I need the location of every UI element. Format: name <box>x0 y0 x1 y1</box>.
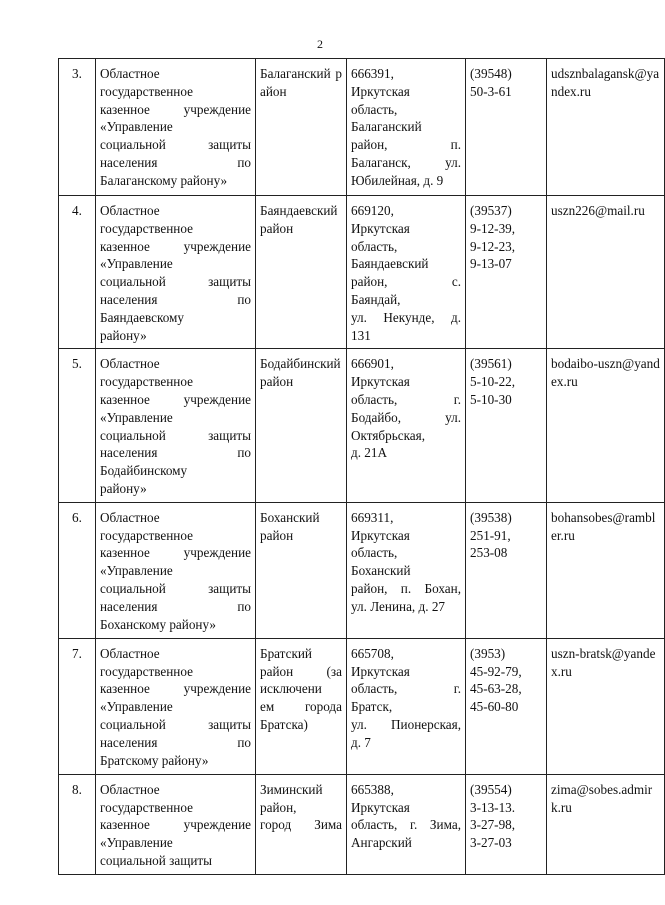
postal-address-line: 666901, <box>351 356 394 372</box>
institution-name-line: населения по <box>100 734 251 750</box>
institution-name <box>96 638 256 774</box>
phone-numbers-line: 3-27-98, <box>470 817 516 833</box>
phone-numbers-line: (39561) <box>470 356 512 372</box>
service-area-line: Боханский <box>260 509 320 525</box>
postal-address-line: область, г. <box>351 681 461 697</box>
phone-numbers-line: 9-12-23, <box>470 238 516 254</box>
phone-numbers-line: 3-13-13. <box>470 799 516 815</box>
institution-name-line: «Управление <box>100 563 173 579</box>
postal-address-line: район, с. <box>351 274 461 290</box>
postal-address <box>347 502 466 638</box>
institution-name-line: «Управление <box>100 409 173 425</box>
phone-numbers-line: 5-10-22, <box>470 374 516 390</box>
postal-address-line: Боханский <box>351 563 411 579</box>
postal-address <box>347 349 466 502</box>
postal-address <box>347 59 466 196</box>
postal-address-line: Балаганский <box>351 119 422 135</box>
institution-name-line: населения по <box>100 154 251 170</box>
institution-name-line: государственное <box>100 527 193 543</box>
institution-name-line: «Управление <box>100 119 173 135</box>
postal-address-line: 669120, <box>351 203 394 218</box>
postal-address-line: район, п. Бохан, <box>351 580 461 596</box>
service-area <box>256 774 347 874</box>
phone-numbers-line: (3953) <box>470 645 506 661</box>
email-address: uszn-bratsk@yandex.ru <box>547 638 665 774</box>
phone-numbers-line: 45-60-80 <box>470 699 519 715</box>
institution-name-line: «Управление <box>100 699 173 715</box>
institution-name-line: району» <box>100 480 147 496</box>
postal-address-line: Иркутская <box>351 663 410 679</box>
phone-numbers <box>466 502 547 638</box>
postal-address-line: Юбилейная, д. 9 <box>351 172 444 188</box>
postal-address <box>347 196 466 349</box>
service-area-line: город Зима <box>260 817 342 833</box>
phone-numbers-line: 45-63-28, <box>470 681 522 697</box>
institution-name <box>96 59 256 196</box>
postal-address-line: 665388, <box>351 781 394 797</box>
institution-name-line: государственное <box>100 799 193 815</box>
institution-name-line: социальной защиты <box>100 716 251 732</box>
postal-address-line: д. 21А <box>351 445 388 461</box>
institution-name <box>96 196 256 349</box>
email-address: uszn226@mail.ru <box>547 196 665 349</box>
phone-numbers <box>466 774 547 874</box>
institution-name-line: социальной защиты <box>100 137 251 153</box>
service-area <box>256 59 347 196</box>
postal-address-line: область, г. <box>351 391 461 407</box>
phone-numbers-line: 251-91, <box>470 527 511 543</box>
service-area-line: ем города <box>260 699 342 715</box>
row-number: 4. <box>59 196 96 349</box>
institution-name-line: населения по <box>100 598 251 614</box>
service-area-line: район, <box>260 799 297 815</box>
email-address: udsznbalagansk@yandex.ru <box>547 59 665 196</box>
postal-address-line: Иркутская <box>351 220 410 236</box>
service-area-line: район <box>260 527 294 543</box>
table-row <box>59 349 665 502</box>
institution-name-line: «Управление <box>100 835 173 851</box>
service-area-line: район (за <box>260 663 342 679</box>
institutions-table <box>58 58 665 875</box>
institution-name-line: казенное учреждение <box>100 817 251 833</box>
phone-numbers-line: 9-13-07 <box>470 256 512 272</box>
postal-address-line: Иркутская <box>351 374 410 390</box>
institution-name-line: Областное <box>100 645 160 661</box>
institution-name-line: социальной защиты <box>100 580 251 596</box>
postal-address-line: Иркутская <box>351 799 410 815</box>
phone-numbers <box>466 196 547 349</box>
institution-name-line: Областное <box>100 356 160 372</box>
institution-name-line: государственное <box>100 663 193 679</box>
table-row <box>59 502 665 638</box>
email-address: bohansobes@rambler.ru <box>547 502 665 638</box>
phone-numbers-line: (39538) <box>470 509 512 525</box>
phone-numbers-line: (39537) <box>470 203 512 218</box>
postal-address-line: Баяндаевский <box>351 256 429 272</box>
institution-name-line: казенное учреждение <box>100 681 251 697</box>
institution-name-line: Боханскому району» <box>100 616 217 632</box>
service-area <box>256 349 347 502</box>
email-address: bodaibo-uszn@yandex.ru <box>547 349 665 502</box>
service-area-line: Зиминский <box>260 781 323 797</box>
row-number: 7. <box>59 638 96 774</box>
institution-name-line: социальной защиты <box>100 852 213 868</box>
postal-address-line: 131 <box>351 327 371 343</box>
institution-name-line: Братскому району» <box>100 752 209 768</box>
institution-name-line: социальной защиты <box>100 274 251 290</box>
row-number: 6. <box>59 502 96 638</box>
institution-name-line: казенное учреждение <box>100 545 251 561</box>
postal-address-line: 665708, <box>351 645 394 661</box>
institution-name-line: Областное <box>100 203 160 218</box>
phone-numbers <box>466 638 547 774</box>
postal-address-line: область, г. Зима, <box>351 817 461 833</box>
postal-address-line: Братск, <box>351 699 393 715</box>
institution-name-line: Баяндаевскому <box>100 309 184 325</box>
page-number: 2 <box>317 37 323 51</box>
postal-address-line: Октябрьская, <box>351 427 426 443</box>
postal-address-line: 666391, <box>351 66 394 81</box>
institution-name <box>96 349 256 502</box>
postal-address-line: Иркутская <box>351 527 410 543</box>
postal-address <box>347 638 466 774</box>
email-address: zima@sobes.admirk.ru <box>547 774 665 874</box>
table-row <box>59 774 665 874</box>
phone-numbers-line: 50-3-61 <box>470 83 512 99</box>
institution-name-line: Бодайбинскому <box>100 463 188 479</box>
service-area-line: Братска) <box>260 716 308 732</box>
postal-address-line: район, п. <box>351 137 461 153</box>
institution-name-line: государственное <box>100 220 193 236</box>
institution-name-line: казенное учреждение <box>100 391 251 407</box>
table-row <box>59 638 665 774</box>
institution-name-line: населения по <box>100 291 251 307</box>
postal-address-line: Балаганск, ул. <box>351 154 461 170</box>
phone-numbers-line: 253-08 <box>470 545 508 561</box>
table-row <box>59 59 665 196</box>
postal-address-line: ул. Пионерская, <box>351 716 461 732</box>
phone-numbers-line: 9-12-39, <box>470 220 516 236</box>
row-number: 8. <box>59 774 96 874</box>
postal-address-line: д. 7 <box>351 734 371 750</box>
postal-address-line: Ангарский <box>351 835 412 851</box>
institution-name-line: Областное <box>100 66 160 81</box>
service-area <box>256 196 347 349</box>
institution-name-line: Областное <box>100 781 160 797</box>
phone-numbers <box>466 59 547 196</box>
postal-address-line: область, <box>351 101 398 117</box>
phone-numbers <box>466 349 547 502</box>
postal-address-line: Бодайбо, ул. <box>351 409 461 425</box>
postal-address-line: 669311, <box>351 509 394 525</box>
service-area-line: Братский <box>260 645 312 661</box>
institution-name-line: социальной защиты <box>100 427 251 443</box>
phone-numbers-line: (39554) <box>470 781 512 797</box>
service-area <box>256 502 347 638</box>
phone-numbers-line: 3-27-03 <box>470 835 512 851</box>
service-area-line: Балаганский район <box>260 66 342 99</box>
service-area <box>256 638 347 774</box>
row-number: 3. <box>59 59 96 196</box>
phone-numbers-line: 5-10-30 <box>470 391 512 407</box>
phone-numbers-line: 45-92-79, <box>470 663 522 679</box>
phone-numbers-line: (39548) <box>470 66 512 81</box>
service-area-line: Баяндаевский район <box>260 203 338 236</box>
institution-name-line: государственное <box>100 374 193 390</box>
institution-name-line: государственное <box>100 83 193 99</box>
institution-name <box>96 774 256 874</box>
postal-address-line: область, <box>351 545 398 561</box>
institution-name-line: казенное учреждение <box>100 238 251 254</box>
postal-address-line: Баяндай, <box>351 291 401 307</box>
institution-name-line: населения по <box>100 445 251 461</box>
institution-name-line: Балаганскому району» <box>100 172 228 188</box>
postal-address-line: Иркутская <box>351 83 410 99</box>
table-row <box>59 196 665 349</box>
postal-address-line: область, <box>351 238 398 254</box>
institution-name <box>96 502 256 638</box>
institution-name-line: району» <box>100 327 147 343</box>
service-area-line: исключени <box>260 681 322 697</box>
postal-address <box>347 774 466 874</box>
institution-name-line: «Управление <box>100 256 173 272</box>
institution-name-line: Областное <box>100 509 160 525</box>
institution-name-line: казенное учреждение <box>100 101 251 117</box>
row-number: 5. <box>59 349 96 502</box>
postal-address-line: ул. Ленина, д. 27 <box>351 598 446 614</box>
postal-address-line: ул. Некунде, д. <box>351 309 461 325</box>
service-area-line: Бодайбинский район <box>260 356 341 390</box>
